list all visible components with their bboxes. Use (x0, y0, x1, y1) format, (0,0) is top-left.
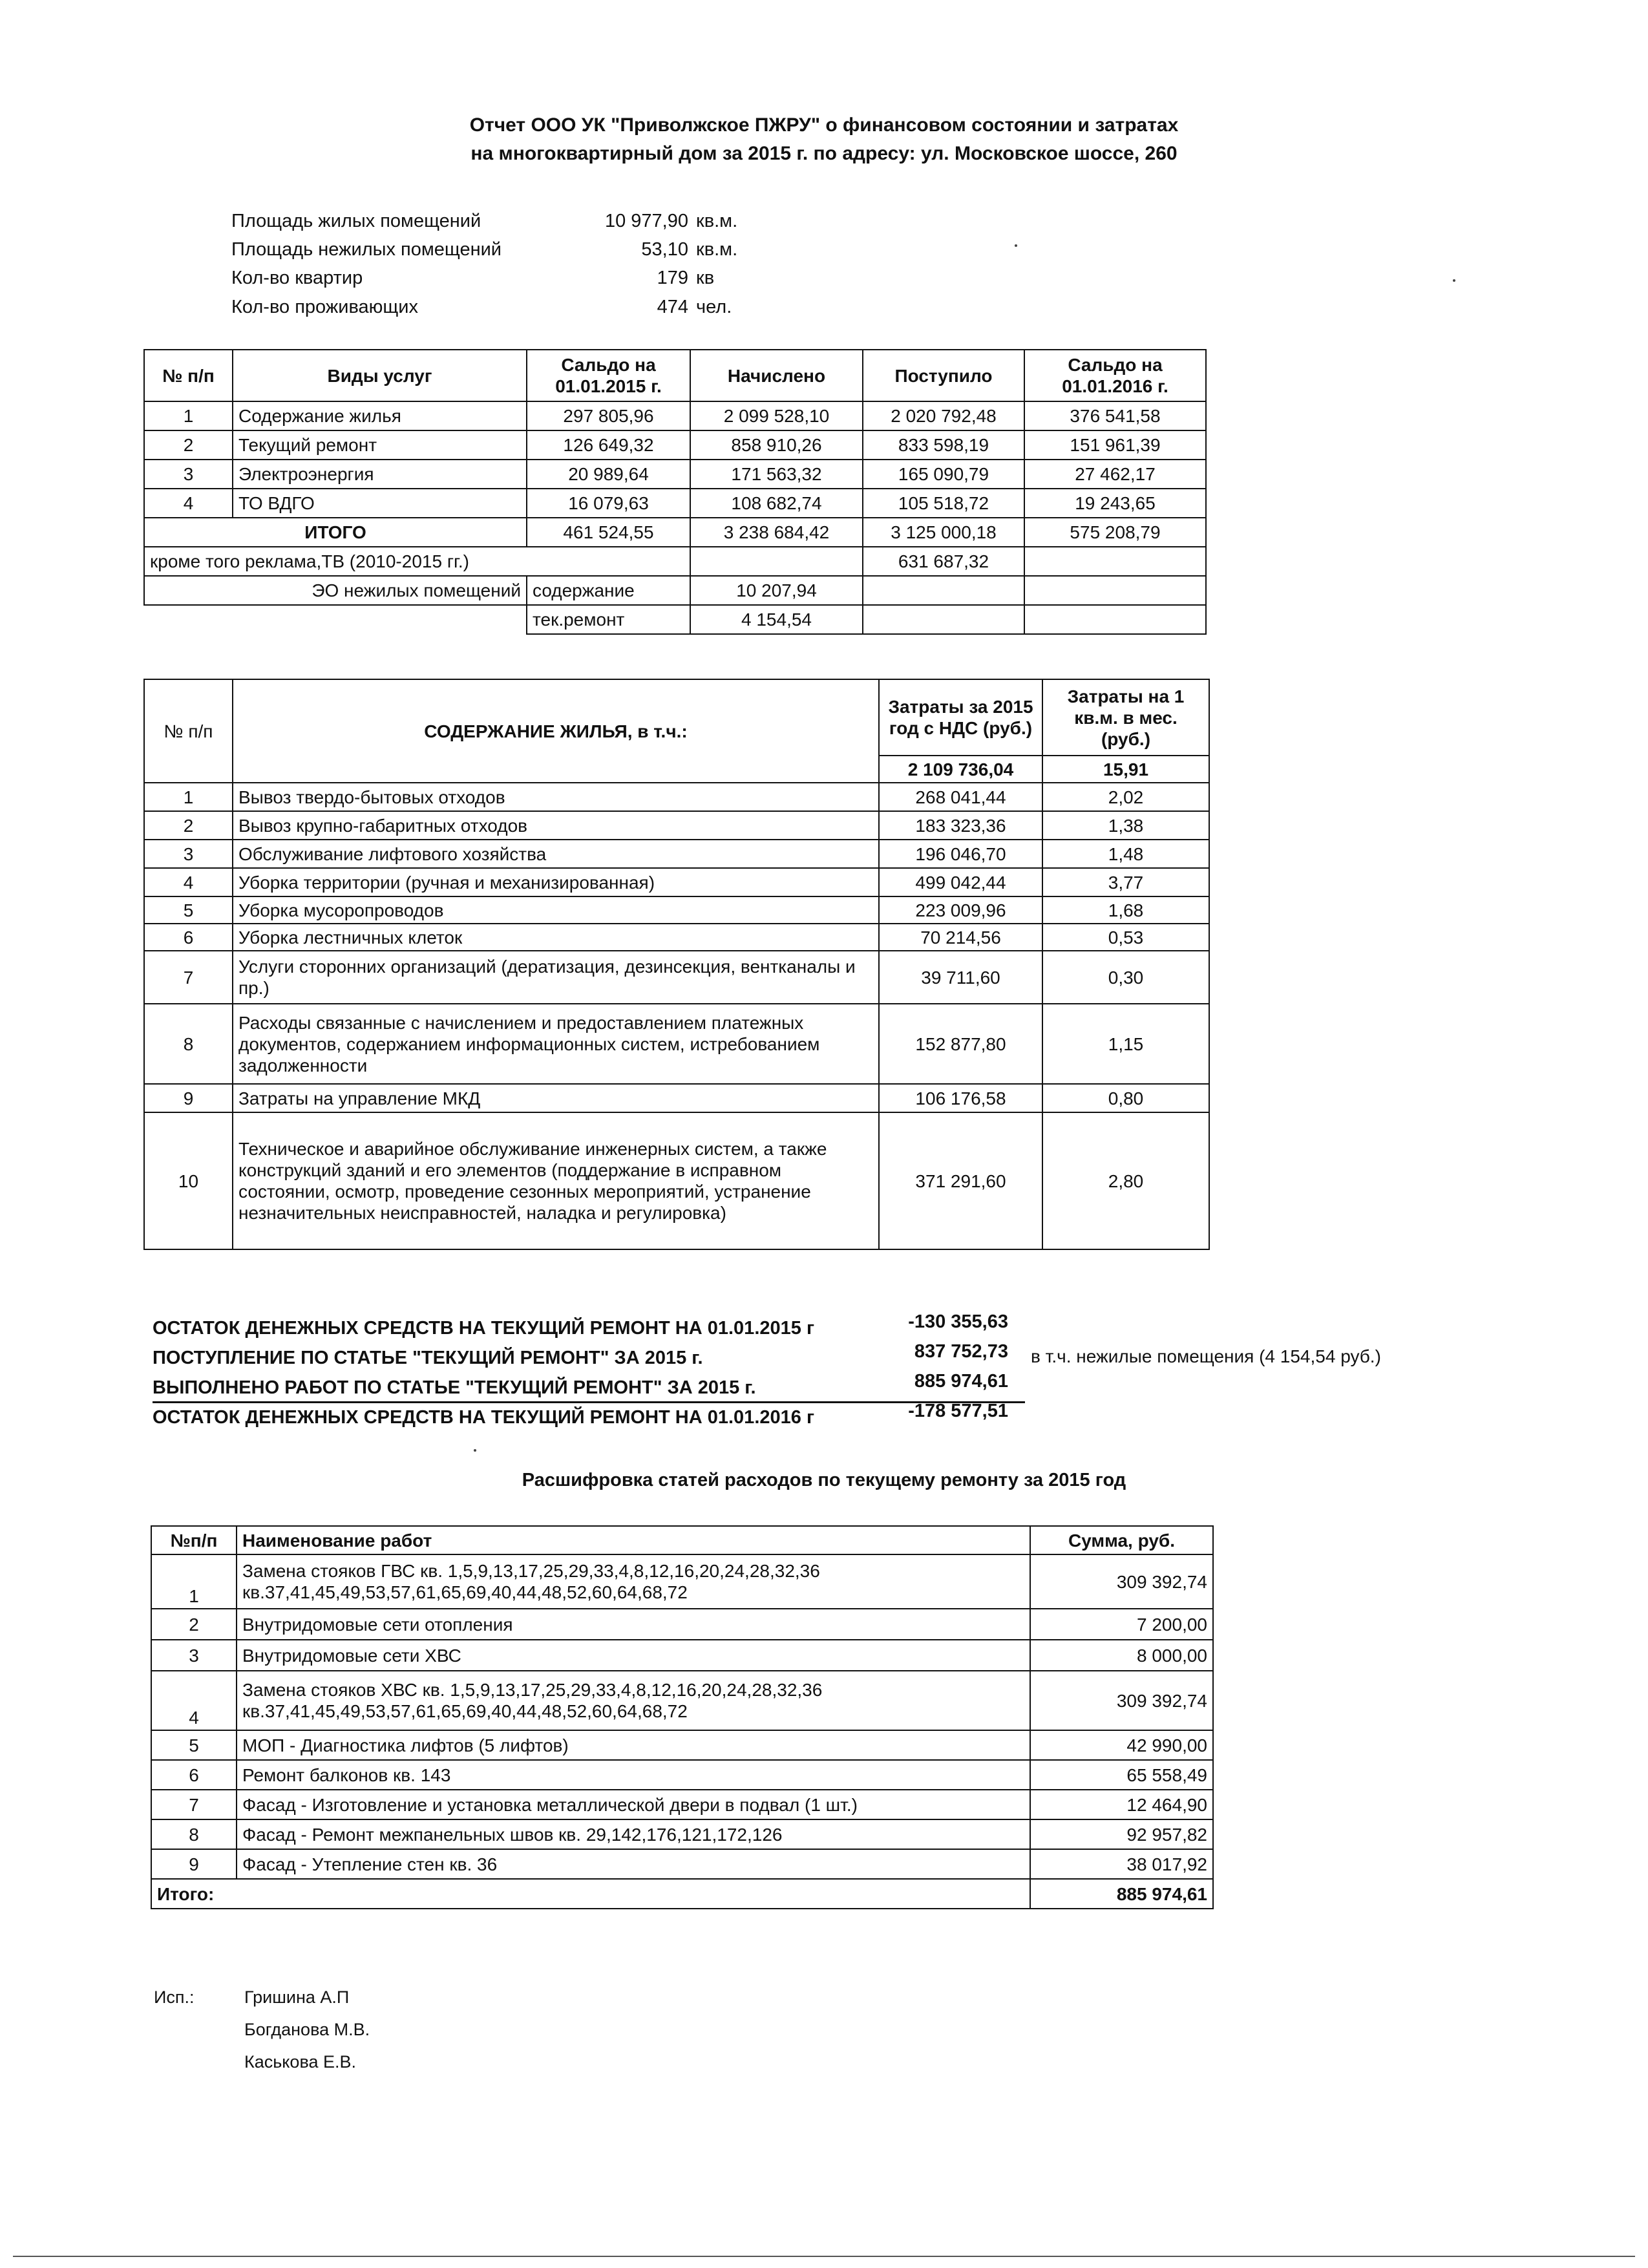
work-name: МОП - Диагностика лифтов (5 лифтов) (237, 1730, 1030, 1760)
row-number: 6 (144, 924, 233, 951)
balance-start: 20 989,64 (527, 460, 690, 489)
info-label-apartments: Кол-во квартир (231, 268, 363, 288)
total-balance-end: 575 208,79 (1024, 518, 1206, 547)
table-row (144, 868, 1209, 896)
column-header: Затраты на 1 кв.м. в мес. (руб.) (1042, 679, 1209, 756)
cost-value: 183 323,36 (879, 811, 1042, 840)
row-number: 1 (144, 783, 233, 811)
summary-value: -130 355,63 (908, 1311, 1008, 1332)
executor-name: Богданова М.В. (244, 2020, 370, 2039)
cost-item: Услуги сторонних организаций (дератизация, дезинсекция, вентканалы и пр.) (233, 951, 879, 1004)
summary-note: в т.ч. нежилые помещения (4 154,54 руб.) (1031, 1346, 1381, 1366)
scan-edge-line (13, 2256, 1635, 2257)
row-number: 4 (144, 868, 233, 896)
cost-value: 268 041,44 (879, 783, 1042, 811)
work-sum: 8 000,00 (1030, 1640, 1213, 1671)
per-sqm-value: 1,38 (1042, 811, 1209, 840)
summary-label: ОСТАТОК ДЕНЕЖНЫХ СРЕДСТВ НА ТЕКУЩИЙ РЕМОНТ НА 01.01.2015 г (153, 1318, 815, 1339)
row-number: 8 (144, 1004, 233, 1084)
service-name: Содержание жилья (233, 401, 527, 430)
work-sum: 7 200,00 (1030, 1609, 1213, 1640)
summary-value: 885 974,61 (914, 1371, 1008, 1392)
table-row (144, 1112, 1209, 1249)
work-sum: 309 392,74 (1030, 1554, 1213, 1609)
cost-item: Уборка мусоропроводов (233, 896, 879, 924)
column-header: Сальдо на 01.01.2016 г. (1024, 350, 1206, 401)
table-row (144, 951, 1209, 1004)
summary-label: ПОСТУПЛЕНИЕ ПО СТАТЬЕ "ТЕКУЩИЙ РЕМОНТ" ЗА 2015 г. (153, 1348, 703, 1368)
service-name: Электроэнергия (233, 460, 527, 489)
scan-speck (474, 1449, 476, 1452)
info-unit-nonliving-area: кв.м. (696, 239, 738, 260)
row-number: 6 (151, 1760, 237, 1790)
charged: 171 563,32 (690, 460, 863, 489)
cost-item: Обслуживание лифтового хозяйства (233, 840, 879, 868)
row-number: 7 (151, 1790, 237, 1819)
row-number: 9 (151, 1849, 237, 1879)
info-label-nonliving-area: Площадь нежилых помещений (231, 239, 502, 260)
empty-cell (1024, 576, 1206, 605)
column-header: Сумма, руб. (1030, 1526, 1213, 1554)
per-sqm-value: 0,80 (1042, 1084, 1209, 1112)
table-row (151, 1554, 1213, 1609)
cost-item: Затраты на управление МКД (233, 1084, 879, 1112)
table-header-row (144, 350, 1206, 401)
table-row (144, 430, 1206, 460)
row-number: 5 (144, 896, 233, 924)
cost-value: 106 176,58 (879, 1084, 1042, 1112)
total-balance-start: 461 524,55 (527, 518, 690, 547)
received: 165 090,79 (863, 460, 1024, 489)
total-label: ИТОГО (144, 518, 527, 547)
empty-cell (690, 547, 863, 576)
per-sqm-value: 1,48 (1042, 840, 1209, 868)
cost-value: 223 009,96 (879, 896, 1042, 924)
cost-item: Уборка лестничных клеток (233, 924, 879, 951)
total-cost: 2 109 736,04 (879, 756, 1042, 783)
eo-label: ЭО нежилых помещений (144, 576, 527, 605)
info-label-living-area: Площадь жилых помещений (231, 211, 481, 231)
info-value-apartments: 179 (657, 268, 688, 288)
info-unit-residents: чел. (696, 297, 732, 317)
per-sqm-value: 1,15 (1042, 1004, 1209, 1084)
empty-cell (863, 605, 1024, 634)
column-header: № п/п (144, 350, 233, 401)
table-row (144, 924, 1209, 951)
eo-value: 10 207,94 (690, 576, 863, 605)
received: 105 518,72 (863, 489, 1024, 518)
repair-works-table (151, 1525, 1214, 1909)
per-sqm-value: 3,77 (1042, 868, 1209, 896)
cost-item: Уборка территории (ручная и механизированная) (233, 868, 879, 896)
row-number: 4 (144, 489, 233, 518)
cost-value: 70 214,56 (879, 924, 1042, 951)
table-row (151, 1790, 1213, 1819)
table-row (151, 1849, 1213, 1879)
report-title-line1: Отчет ООО УК "Приволжское ПЖРУ" о финансовом состоянии и затратах (469, 114, 1179, 136)
table-row (144, 401, 1206, 430)
empty-cell (144, 605, 527, 634)
row-number: 3 (144, 460, 233, 489)
scan-speck (1453, 279, 1455, 282)
column-header: Затраты за 2015 год с НДС (руб.) (879, 679, 1042, 756)
total-label: Итого: (151, 1879, 1030, 1909)
total-row (151, 1879, 1213, 1909)
eo-row (144, 605, 1206, 634)
maintenance-costs-table (143, 679, 1210, 1250)
empty-cell (863, 576, 1024, 605)
total-charged: 3 238 684,42 (690, 518, 863, 547)
row-number: 5 (151, 1730, 237, 1760)
work-sum: 65 558,49 (1030, 1760, 1213, 1790)
table-row (144, 811, 1209, 840)
charged: 858 910,26 (690, 430, 863, 460)
row-number: 8 (151, 1819, 237, 1849)
row-number: 2 (144, 430, 233, 460)
info-label-residents: Кол-во проживающих (231, 297, 418, 317)
row-number: 10 (144, 1112, 233, 1249)
eo-value: 4 154,54 (690, 605, 863, 634)
work-sum: 42 990,00 (1030, 1730, 1213, 1760)
table-row (144, 489, 1206, 518)
row-number: 4 (151, 1671, 237, 1730)
balance-end: 19 243,65 (1024, 489, 1206, 518)
empty-cell (1024, 605, 1206, 634)
per-sqm-value: 0,53 (1042, 924, 1209, 951)
executors-label: Исп.: (154, 1987, 195, 2007)
per-sqm-value: 0,30 (1042, 951, 1209, 1004)
work-name: Внутридомовые сети отопления (237, 1609, 1030, 1640)
info-unit-apartments: кв (696, 268, 715, 288)
row-number: 7 (144, 951, 233, 1004)
per-sqm-value: 1,68 (1042, 896, 1209, 924)
charged: 108 682,74 (690, 489, 863, 518)
table-row (151, 1671, 1213, 1730)
balance-end: 27 462,17 (1024, 460, 1206, 489)
row-number: 1 (151, 1554, 237, 1609)
balance-start: 16 079,63 (527, 489, 690, 518)
balance-start: 126 649,32 (527, 430, 690, 460)
work-name: Замена стояков ГВС кв. 1,5,9,13,17,25,29,33,4,8,12,16,20,24,28,32,36 кв.37,41,45,49,53,57,61,65,69,40,44,48,52,60,64,68,72 (237, 1554, 1030, 1609)
info-unit-living-area: кв.м. (696, 211, 738, 231)
table-row (144, 1084, 1209, 1112)
service-name: ТО ВДГО (233, 489, 527, 518)
row-number: 1 (144, 401, 233, 430)
work-sum: 38 017,92 (1030, 1849, 1213, 1879)
extra-value: 631 687,32 (863, 547, 1024, 576)
services-balance-table (143, 349, 1207, 635)
table-row (151, 1640, 1213, 1671)
info-value-nonliving-area: 53,10 (641, 239, 688, 260)
table-row (151, 1760, 1213, 1790)
table-row (144, 460, 1206, 489)
summary-value: -178 577,51 (908, 1401, 1008, 1421)
scan-speck (1015, 244, 1017, 247)
row-number: 2 (151, 1609, 237, 1640)
eo-type: содержание (527, 576, 690, 605)
row-number: 3 (151, 1640, 237, 1671)
cost-value: 371 291,60 (879, 1112, 1042, 1249)
column-header: Начислено (690, 350, 863, 401)
report-title-line2: на многоквартирный дом за 2015 г. по адресу: ул. Московское шоссе, 260 (470, 143, 1178, 164)
charged: 2 099 528,10 (690, 401, 863, 430)
column-header: Виды услуг (233, 350, 527, 401)
cost-item: Вывоз крупно-габаритных отходов (233, 811, 879, 840)
column-header: Наименование работ (237, 1526, 1030, 1554)
total-value: 885 974,61 (1030, 1879, 1213, 1909)
table-row (144, 783, 1209, 811)
column-header: № п/п (144, 679, 233, 783)
work-name: Фасад - Изготовление и установка металлической двери в подвал (1 шт.) (237, 1790, 1030, 1819)
info-value-residents: 474 (657, 297, 688, 317)
cost-value: 152 877,80 (879, 1004, 1042, 1084)
eo-row (144, 576, 1206, 605)
table-row (144, 840, 1209, 868)
extra-label: кроме того реклама,ТВ (2010-2015 гг.) (144, 547, 690, 576)
summary-label: ВЫПОЛНЕНО РАБОТ ПО СТАТЬЕ "ТЕКУЩИЙ РЕМОНТ" ЗА 2015 г. (153, 1377, 756, 1398)
received: 2 020 792,48 (863, 401, 1024, 430)
received: 833 598,19 (863, 430, 1024, 460)
cost-value: 39 711,60 (879, 951, 1042, 1004)
table-row (151, 1609, 1213, 1640)
balance-end: 376 541,58 (1024, 401, 1206, 430)
total-per-sqm: 15,91 (1042, 756, 1209, 783)
work-sum: 309 392,74 (1030, 1671, 1213, 1730)
balance-start: 297 805,96 (527, 401, 690, 430)
cost-item: Вывоз твердо-бытовых отходов (233, 783, 879, 811)
work-name: Замена стояков ХВС кв. 1,5,9,13,17,25,29,33,4,8,12,16,20,24,28,32,36 кв.37,41,45,49,53,57,61,65,69,40,44,48,52,60,64,68,72 (237, 1671, 1030, 1730)
work-name: Ремонт балконов кв. 143 (237, 1760, 1030, 1790)
cost-value: 196 046,70 (879, 840, 1042, 868)
column-header: №п/п (151, 1526, 237, 1554)
row-number: 3 (144, 840, 233, 868)
work-name: Фасад - Утепление стен кв. 36 (237, 1849, 1030, 1879)
cost-item: Расходы связанные с начислением и предоставлением платежных документов, содержанием информационных систем, истребованием задолженности (233, 1004, 879, 1084)
table-row (151, 1819, 1213, 1849)
per-sqm-value: 2,80 (1042, 1112, 1209, 1249)
work-sum: 92 957,82 (1030, 1819, 1213, 1849)
cost-value: 499 042,44 (879, 868, 1042, 896)
cost-item: Техническое и аварийное обслуживание инженерных систем, а также конструкций зданий и его элементов (поддержание в исправном состоянии, осмотр, проведение сезонных мероприятий, устранение незначительных неисправностей, наладка и регулировка) (233, 1112, 879, 1249)
total-received: 3 125 000,18 (863, 518, 1024, 547)
empty-cell (1024, 547, 1206, 576)
row-number: 2 (144, 811, 233, 840)
service-name: Текущий ремонт (233, 430, 527, 460)
work-name: Фасад - Ремонт межпанельных швов кв. 29,142,176,121,172,126 (237, 1819, 1030, 1849)
table-row (151, 1730, 1213, 1760)
summary-value: 837 752,73 (914, 1341, 1008, 1362)
summary-label: ОСТАТОК ДЕНЕЖНЫХ СРЕДСТВ НА ТЕКУЩИЙ РЕМОНТ НА 01.01.2016 г (153, 1407, 815, 1428)
extra-row (144, 547, 1206, 576)
column-header: Сальдо на 01.01.2015 г. (527, 350, 690, 401)
work-sum: 12 464,90 (1030, 1790, 1213, 1819)
info-value-living-area: 10 977,90 (604, 211, 688, 231)
repair-breakdown-title: Расшифровка статей расходов по текущему ремонту за 2015 год (522, 1470, 1126, 1490)
eo-type: тек.ремонт (527, 605, 690, 634)
balance-end: 151 961,39 (1024, 430, 1206, 460)
per-sqm-value: 2,02 (1042, 783, 1209, 811)
executor-name: Гришина А.П (244, 1987, 350, 2007)
table-row (144, 1004, 1209, 1084)
row-number: 9 (144, 1084, 233, 1112)
column-header: Поступило (863, 350, 1024, 401)
work-name: Внутридомовые сети ХВС (237, 1640, 1030, 1671)
column-header: СОДЕРЖАНИЕ ЖИЛЬЯ, в т.ч.: (233, 679, 879, 783)
table-row (144, 896, 1209, 924)
total-row (144, 518, 1206, 547)
table-header-row (151, 1526, 1213, 1554)
executor-name: Каськова Е.В. (244, 2052, 357, 2072)
table-header-row (144, 679, 1209, 756)
